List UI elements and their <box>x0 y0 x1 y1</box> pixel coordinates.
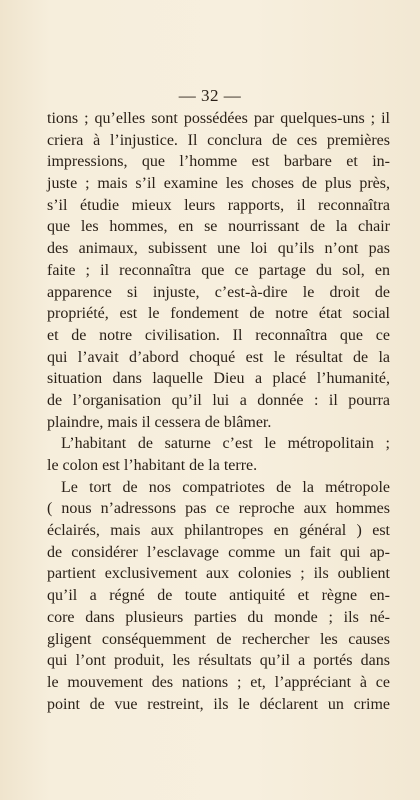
text-line-18: Le tort de nos compatriotes de la métropole <box>61 478 390 496</box>
text-line-11: et de notre civilisation. Il reconnaîtra que ce <box>47 326 390 344</box>
text-line-13: situation dans laquelle Dieu a placé l’humanité, <box>47 370 390 388</box>
text-line-21: de considérer l’esclavage comme un fait qui ap- <box>47 543 390 561</box>
text-line-16: L’habitant de saturne c’est le métropolitain ; <box>61 435 390 453</box>
text-line-26: qui l’ont produit, les résultats qu’il a portés dans <box>47 652 390 670</box>
text-line-25: gligent conséquemment de rechercher les causes <box>47 630 390 648</box>
text-line-2: criera à l’injustice. Il conclura de ces premières <box>47 131 390 149</box>
text-line-17: le colon est l’habitant de la terre. <box>47 457 258 474</box>
text-line-20: éclairés, mais aux philantropes en général ) est <box>47 522 390 540</box>
page-number-header: — 32 — <box>178 86 242 105</box>
text-line-9: apparence si injuste, c’est-à-dire le droit de <box>47 283 390 301</box>
text-line-8: faite ; il reconnaîtra que ce partage du sol, en <box>47 261 390 279</box>
text-line-24: core dans plusieurs parties du monde ; ils né- <box>47 608 390 626</box>
text-line-5: s’il étudie mieux leurs rapports, il reconnaîtra <box>47 196 390 214</box>
text-line-23: qu’il a régné de toute antiquité et règne en- <box>47 587 390 605</box>
text-line-27: le mouvement des nations ; et, l’appréciant à ce <box>47 673 390 691</box>
text-line-3: impressions, que l’homme est barbare et in- <box>47 153 390 171</box>
text-line-28: point de vue restreint, ils le déclarent un crime <box>47 695 390 713</box>
text-line-22: partient exclusivement aux colonies ; ils oublient <box>47 565 390 583</box>
text-line-10: propriété, est le fondement de notre état social <box>47 305 390 323</box>
text-line-1: tions ; qu’elles sont possédées par quelques-uns ; il <box>47 110 390 127</box>
text-line-12: qui l’avait d’abord choqué est le résultat de la <box>47 348 390 366</box>
body-text <box>47 108 390 715</box>
text-line-14: de l’organisation qu’il lui a donnée : il pourra <box>47 391 390 409</box>
text-line-7: des animaux, subissent une loi qu’ils n’ont pas <box>47 240 390 258</box>
text-line-19: ( nous n’adressons pas ce reproche aux hommes <box>47 500 390 518</box>
text-line-6: que les hommes, en se nourrissant de la chair <box>47 218 390 236</box>
text-line-15: plaindre, mais il cessera de blâmer. <box>47 413 272 431</box>
text-line-4: juste ; mais s’il examine les choses de plus près, <box>47 175 390 193</box>
